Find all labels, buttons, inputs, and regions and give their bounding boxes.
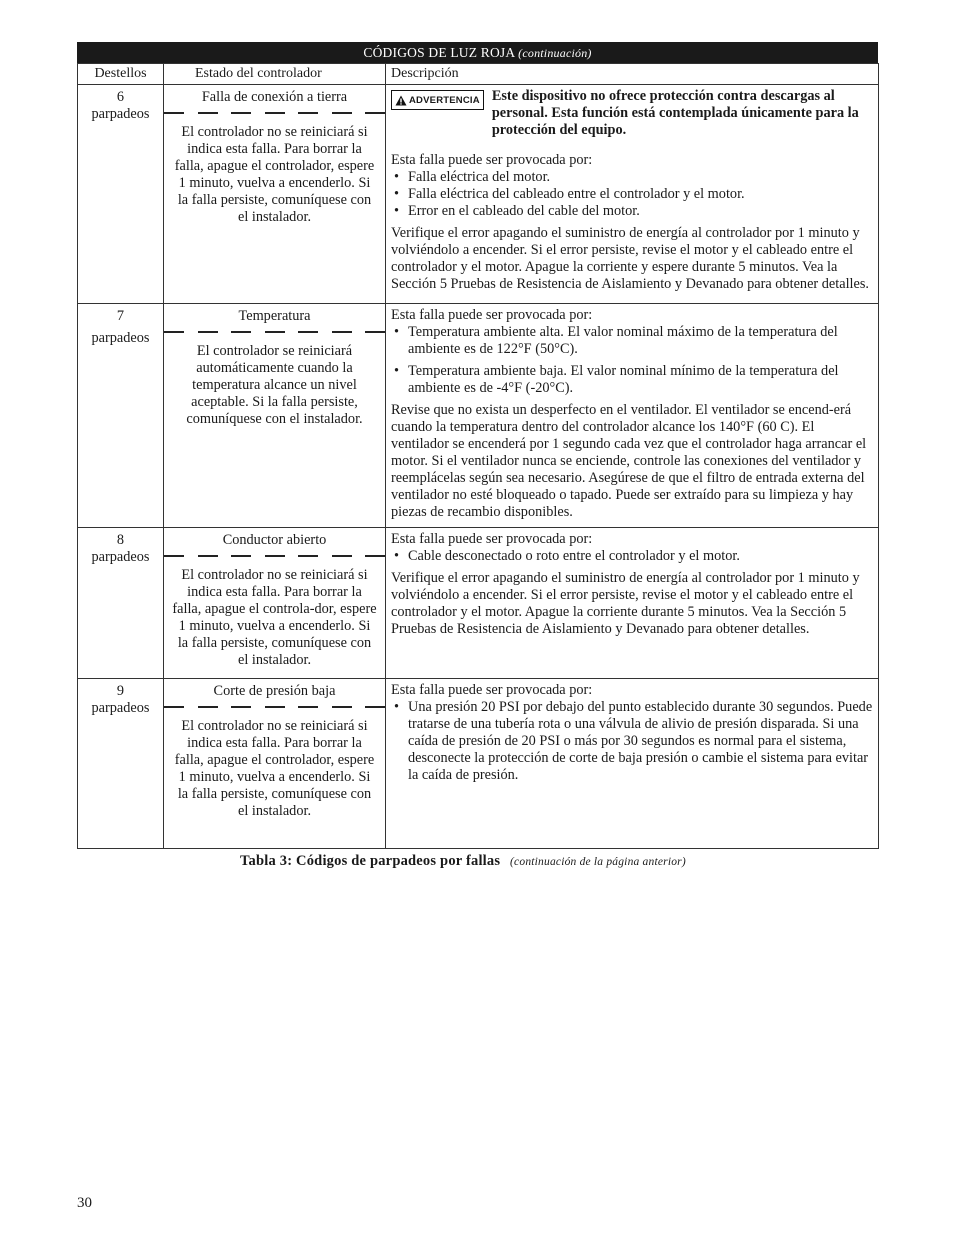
controller-state-cell (164, 304, 386, 528)
controller-state-cell (164, 85, 386, 304)
description-cell (386, 304, 879, 528)
flash-unit: parpadeos (91, 700, 150, 716)
list-item: • Falla eléctrica del motor. (391, 169, 873, 186)
flash-count-cell (78, 304, 164, 528)
controller-state-cell (164, 679, 386, 849)
table-header-row (78, 64, 879, 85)
table-title-bar (77, 42, 878, 63)
cause-intro: Esta falla puede ser provocada por: (391, 152, 593, 168)
description-cell (386, 679, 879, 849)
flash-unit: parpadeos (91, 106, 150, 122)
fault-codes-table (77, 63, 879, 849)
cause-list (391, 548, 873, 565)
dashed-divider (164, 706, 385, 708)
cause-list (391, 324, 873, 397)
controller-state-cell (164, 528, 386, 679)
table-row (78, 85, 879, 304)
cause-list (391, 699, 873, 784)
state-description: El controlador se reiniciará automáticamente cuando la temperatura alcance un nivel aceptable. Si la falla persiste, comuníquese con el instalador. (186, 343, 363, 427)
flash-unit: parpadeos (91, 330, 150, 346)
flash-count-cell (78, 85, 164, 304)
flash-number: 6 (116, 89, 125, 105)
dashed-divider (164, 555, 385, 557)
remedy-paragraph: Verifique el error apagando el suministro de energía al controlador por 1 minuto y volviéndolo a encender. Si el error persiste, revise el motor y el cableado entre el controlador y el motor. Apague la corriente durante 5 minutos. Vea la Sección 5 Pruebas de Resistencia de Aislamiento y Devanado para obtener detalles. (391, 570, 860, 637)
table-row (78, 528, 879, 679)
state-title: Temperatura (238, 308, 311, 324)
state-description: El controlador no se reiniciará si indica esta falla. Para borrar la falla, apague el controlador, espere 1 minuto, vuelva a encenderlo. Si la falla persiste, comuníquese con el instalador. (174, 718, 375, 819)
column-header-description: Descripción (386, 64, 879, 85)
column-header-flashes: Destellos (78, 64, 164, 85)
flash-count-cell (78, 679, 164, 849)
table-row (78, 679, 879, 849)
cause-intro: Esta falla puede ser provocada por: (391, 307, 593, 323)
remedy-paragraph: Revise que no exista un desperfecto en el ventilador. El ventilador se encend-erá cuando la temperatura dentro del controlador alcance los 140°F (60 C). El ventilador se encenderá por 1 segundo cada vez que el controlador haga arrancar el motor. Si el ventilador nunca se enciende, controle las conexiones del ventilador y reemplácelas según sea necesario. Asegúrese de que el filtro de entrada externa del ventilador no esté bloqueado o tapado. Puede ser extraído para su limpieza y hay piezas de recambio disponibles. (391, 402, 867, 520)
description-cell (386, 85, 879, 304)
cause-intro: Esta falla puede ser provocada por: (391, 682, 593, 698)
list-item: • Cable desconectado o roto entre el controlador y el motor. (391, 548, 873, 565)
table-title: CÓDIGOS DE LUZ ROJA (363, 45, 515, 60)
remedy-paragraph: Verifique el error apagando el suministro de energía al controlador por 1 minuto y volviéndolo a encender. Si el error persiste, revise el motor y el cableado entre el controlador y el motor. Apague la corriente y espere durante 5 minutos. Vea la Sección 5 Pruebas de Resistencia de Aislamiento y Devanado para obtener detalles. (391, 225, 869, 292)
caption-title: Tabla 3: Códigos de parpadeos por fallas (240, 853, 501, 869)
table-caption (240, 853, 686, 870)
warning-text: Este dispositivo no ofrece protección contra descargas al personal. Esta función está contemplada únicamente para la protección del equipo. (491, 88, 859, 138)
dashed-divider (164, 331, 385, 333)
state-description: El controlador no se reiniciará si indica esta falla. Para borrar la falla, apague el controlador, espere 1 minuto, vuelva a encenderlo. Si la falla persiste, comuníquese con el instalador. (174, 124, 375, 225)
warning-badge (391, 90, 484, 110)
cause-intro: Esta falla puede ser provocada por: (391, 531, 593, 547)
column-header-state: Estado del controlador (164, 64, 386, 85)
flash-unit: parpadeos (91, 549, 150, 565)
list-item: • Error en el cableado del cable del motor. (391, 203, 873, 220)
list-item: • Una presión 20 PSI por debajo del punto establecido durante 30 segundos. Puede tratarse de una tubería rota o una válvula de alivio de presión disparada. Si una caída de presión de 20 PSI o más por 30 segundos es normal para el sistema, desconecte la protección de corte de baja presión o cambie el sistema para evitar la caída de presión. (391, 699, 873, 784)
list-item: • Falla eléctrica del cableado entre el controlador y el motor. (391, 186, 873, 203)
page-number: 30 (77, 1195, 92, 1211)
state-title: Falla de conexión a tierra (201, 89, 348, 105)
fault-codes-table-section (77, 42, 878, 849)
state-description: El controlador no se reiniciará si indica esta falla. Para borrar la falla, apague el controla-dor, espere 1 minuto, vuelva a encenderlo. Si la falla persiste, comuníquese con el instalador. (172, 567, 377, 668)
state-title: Corte de presión baja (213, 683, 336, 699)
flash-number: 9 (116, 683, 125, 699)
caption-note: (continuación de la página anterior) (510, 856, 686, 868)
list-item: • Temperatura ambiente baja. El valor nominal mínimo de la temperatura del ambiente es de -4°F (-20°C). (391, 363, 873, 397)
table-row (78, 304, 879, 528)
flash-number: 8 (116, 532, 125, 548)
warning-triangle-icon (395, 95, 407, 106)
warning-block (391, 88, 873, 139)
flash-count-cell (78, 528, 164, 679)
state-title: Conductor abierto (222, 532, 327, 548)
flash-number: 7 (116, 308, 125, 324)
dashed-divider (164, 112, 385, 114)
description-cell (386, 528, 879, 679)
table-title-continuation: (continuación) (518, 46, 592, 60)
cause-list (391, 169, 873, 220)
warning-label: ADVERTENCIA (409, 94, 480, 106)
list-item: • Temperatura ambiente alta. El valor nominal máximo de la temperatura del ambiente es de 122°F (50°C). (391, 324, 873, 358)
